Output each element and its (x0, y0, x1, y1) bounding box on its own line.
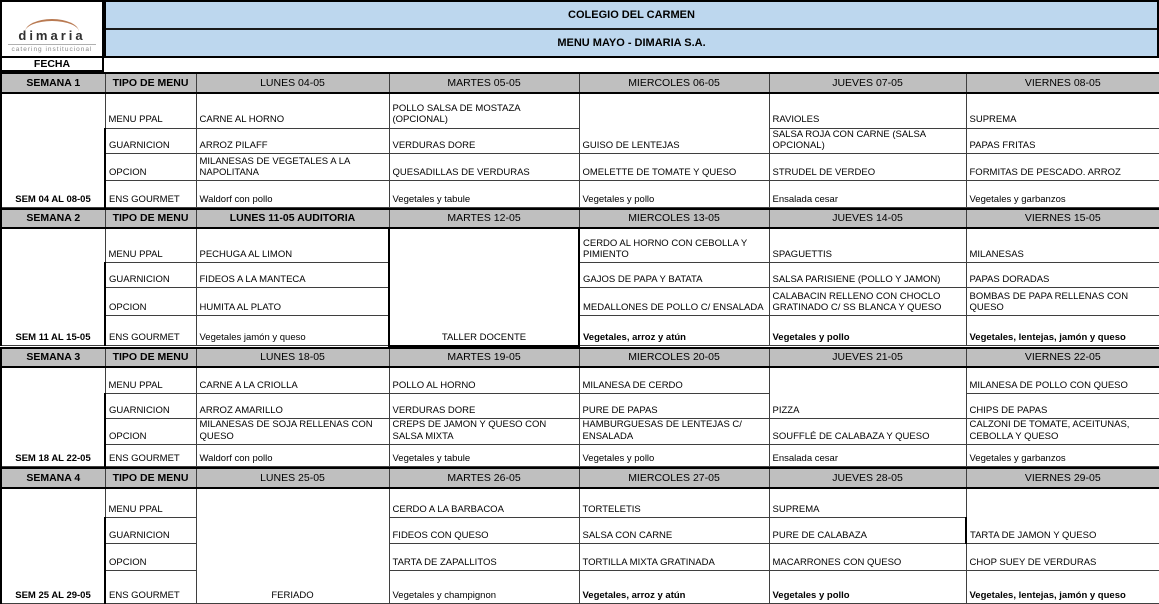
menu-cell: SALSA ROJA CON CARNE (SALSA OPCIONAL) (769, 128, 966, 153)
week-range-label: SEM 25 AL 29-05 (1, 488, 105, 604)
menu-cell: Vegetales y garbanzos (966, 444, 1159, 466)
menu-cell: TALLER DOCENTE (389, 228, 579, 346)
menu-row (1, 544, 1159, 571)
semana-label: SEMANA 3 (1, 348, 105, 367)
menu-cell: Vegetales y pollo (769, 571, 966, 604)
menu-cell: TORTILLA MIXTA GRATINADA (579, 544, 769, 571)
row-label: OPCION (105, 419, 196, 444)
day-header: LUNES 11-05 AUDITORIA (196, 209, 389, 228)
menu-row (1, 180, 1159, 207)
menu-cell: Vegetales jamón y queso (196, 316, 389, 346)
menu-cell: Vegetales y garbanzos (966, 180, 1159, 207)
menu-cell: TARTA DE ZAPALLITOS (389, 544, 579, 571)
day-header: MARTES 12-05 (389, 209, 579, 228)
company-logo (0, 0, 104, 58)
menu-cell: SALSA PARISIENE (POLLO Y JAMON) (769, 263, 966, 288)
menu-cell: CARNE AL HORNO (196, 93, 389, 128)
menu-cell: POLLO SALSA DE MOSTAZA (OPCIONAL) (389, 93, 579, 128)
week-2-table (0, 208, 1159, 347)
logo-tagline: catering institucional (8, 44, 96, 53)
week-4-header-row (1, 468, 1159, 488)
menu-cell: TORTELETIS (579, 488, 769, 518)
menu-cell: PURE DE PAPAS (579, 394, 769, 419)
day-header: JUEVES 07-05 (769, 73, 966, 93)
day-header: MIERCOLES 27-05 (579, 468, 769, 488)
menu-cell: QUESADILLAS DE VERDURAS (389, 153, 579, 180)
menu-cell: CERDO A LA BARBACOA (389, 488, 579, 518)
menu-cell: Vegetales, lentejas, jamón y queso (966, 316, 1159, 346)
menu-cell: FIDEOS CON QUESO (389, 518, 579, 544)
menu-cell: SALSA CON CARNE (579, 518, 769, 544)
row-label: ENS GOURMET (105, 571, 196, 604)
menu-cell: MEDALLONES DE POLLO C/ ENSALADA (579, 288, 769, 316)
row-label: GUARNICION (105, 518, 196, 544)
day-header: VIERNES 15-05 (966, 209, 1159, 228)
day-header: VIERNES 29-05 (966, 468, 1159, 488)
menu-cell: SPAGUETTIS (769, 228, 966, 263)
menu-row (1, 444, 1159, 466)
day-header: LUNES 18-05 (196, 348, 389, 367)
menu-row (1, 288, 1159, 316)
menu-cell: CREPS DE JAMON Y QUESO CON SALSA MIXTA (389, 419, 579, 444)
row-label: MENU PPAL (105, 367, 196, 394)
week-range-label: SEM 04 AL 08-05 (1, 93, 105, 207)
week-3-header-row (1, 348, 1159, 367)
menu-cell: STRUDEL DE VERDEO (769, 153, 966, 180)
menu-cell: CALZONI DE TOMATE, ACEITUNAS, CEBOLLA Y QUESO (966, 419, 1159, 444)
day-header: MIERCOLES 20-05 (579, 348, 769, 367)
menu-cell: Vegetales y tabule (389, 444, 579, 466)
row-label: ENS GOURMET (105, 316, 196, 346)
row-label: OPCION (105, 544, 196, 571)
menu-row (1, 367, 1159, 394)
menu-cell: MILANESA DE POLLO CON QUESO (966, 367, 1159, 394)
menu-cell: HAMBURGUESAS DE LENTEJAS C/ ENSALADA (579, 419, 769, 444)
menu-subtitle: MENU MAYO - DIMARIA S.A. (106, 30, 1157, 56)
menu-cell: ARROZ AMARILLO (196, 394, 389, 419)
menu-cell: Vegetales, lentejas, jamón y queso (966, 571, 1159, 604)
tipo-de-menu-header: TIPO DE MENU (105, 73, 196, 93)
day-header: JUEVES 14-05 (769, 209, 966, 228)
menu-cell: CARNE A LA CRIOLLA (196, 367, 389, 394)
week-range-label: SEM 11 AL 15-05 (1, 228, 105, 346)
menu-cell: PAPAS FRITAS (966, 128, 1159, 153)
menu-cell: FORMITAS DE PESCADO. ARROZ (966, 153, 1159, 180)
school-title: COLEGIO DEL CARMEN (106, 2, 1157, 30)
tipo-de-menu-header: TIPO DE MENU (105, 209, 196, 228)
logo-name: dimaria (18, 28, 86, 43)
menu-cell: MILANESAS DE VEGETALES A LA NAPOLITANA (196, 153, 389, 180)
week-1-table (0, 72, 1159, 208)
menu-cell: GUISO DE LENTEJAS (579, 93, 769, 153)
menu-cell: SOUFFLÉ DE CALABAZA Y QUESO (769, 419, 966, 444)
day-header: MARTES 05-05 (389, 73, 579, 93)
row-label: GUARNICION (105, 394, 196, 419)
menu-cell: MILANESA DE CERDO (579, 367, 769, 394)
tipo-de-menu-header: TIPO DE MENU (105, 468, 196, 488)
menu-row (1, 153, 1159, 180)
menu-cell: MILANESAS DE SOJA RELLENAS CON QUESO (196, 419, 389, 444)
day-header: JUEVES 28-05 (769, 468, 966, 488)
row-label: GUARNICION (105, 263, 196, 288)
row-label: OPCION (105, 288, 196, 316)
menu-cell: HUMITA AL PLATO (196, 288, 389, 316)
menu-cell: FERIADO (196, 488, 389, 604)
day-header: MARTES 19-05 (389, 348, 579, 367)
menu-cell: Vegetales, arroz y atún (579, 316, 769, 346)
day-header: MIERCOLES 06-05 (579, 73, 769, 93)
menu-cell: VERDURAS DORE (389, 394, 579, 419)
semana-label: SEMANA 1 (1, 73, 105, 93)
week-range-label: SEM 18 AL 22-05 (1, 367, 105, 466)
menu-row (1, 394, 1159, 419)
menu-cell: POLLO AL HORNO (389, 367, 579, 394)
day-header: LUNES 04-05 (196, 73, 389, 93)
menu-cell: PECHUGA AL LIMON (196, 228, 389, 263)
menu-cell: Vegetales y pollo (579, 180, 769, 207)
menu-cell: PURE DE CALABAZA (769, 518, 966, 544)
semana-label: SEMANA 2 (1, 209, 105, 228)
menu-row (1, 228, 1159, 263)
menu-cell: Ensalada cesar (769, 444, 966, 466)
menu-cell: MILANESAS (966, 228, 1159, 263)
menu-cell: SUPREMA (966, 93, 1159, 128)
menu-row (1, 263, 1159, 288)
menu-cell: FIDEOS A LA MANTECA (196, 263, 389, 288)
menu-cell: Vegetales y tabule (389, 180, 579, 207)
top-header (0, 0, 1159, 58)
row-label: ENS GOURMET (105, 180, 196, 207)
menu-cell: PAPAS DORADAS (966, 263, 1159, 288)
day-header: MIERCOLES 13-05 (579, 209, 769, 228)
menu-cell: Vegetales y champignon (389, 571, 579, 604)
row-label: MENU PPAL (105, 93, 196, 128)
menu-cell: TARTA DE JAMON Y QUESO (966, 488, 1159, 544)
day-header: LUNES 25-05 (196, 468, 389, 488)
menu-cell: Vegetales y pollo (579, 444, 769, 466)
menu-cell: Vegetales y pollo (769, 316, 966, 346)
menu-cell: RAVIOLES (769, 93, 966, 128)
menu-cell: ARROZ PILAFF (196, 128, 389, 153)
menu-cell: CALABACIN RELLENO CON CHOCLO GRATINADO C/ SS BLANCA Y QUESO (769, 288, 966, 316)
row-label: MENU PPAL (105, 228, 196, 263)
menu-row (1, 488, 1159, 518)
menu-cell: Ensalada cesar (769, 180, 966, 207)
menu-cell: BOMBAS DE PAPA RELLENAS CON QUESO (966, 288, 1159, 316)
menu-cell: CERDO AL HORNO CON CEBOLLA Y PIMIENTO (579, 228, 769, 263)
menu-cell: Vegetales, arroz y atún (579, 571, 769, 604)
menu-cell: Waldorf con pollo (196, 180, 389, 207)
menu-cell: VERDURAS DORE (389, 128, 579, 153)
row-label: OPCION (105, 153, 196, 180)
menu-cell: SUPREMA (769, 488, 966, 518)
row-label: MENU PPAL (105, 488, 196, 518)
semana-label: SEMANA 4 (1, 468, 105, 488)
week-4-table (0, 467, 1159, 604)
row-label: ENS GOURMET (105, 444, 196, 466)
row-label: GUARNICION (105, 128, 196, 153)
menu-row (1, 419, 1159, 444)
fecha-empty (104, 58, 1159, 72)
week-2-header-row (1, 209, 1159, 228)
menu-cell: OMELETTE DE TOMATE Y QUESO (579, 153, 769, 180)
tipo-de-menu-header: TIPO DE MENU (105, 348, 196, 367)
week-3-table (0, 347, 1159, 467)
menu-row (1, 316, 1159, 346)
menu-row (1, 571, 1159, 604)
menu-cell: GAJOS DE PAPA Y BATATA (579, 263, 769, 288)
menu-cell: MACARRONES CON QUESO (769, 544, 966, 571)
menu-cell: Waldorf con pollo (196, 444, 389, 466)
day-header: JUEVES 21-05 (769, 348, 966, 367)
title-block (104, 0, 1159, 58)
fecha-label: FECHA (0, 58, 104, 72)
menu-cell: CHOP SUEY DE VERDURAS (966, 544, 1159, 571)
menu-row (1, 93, 1159, 128)
day-header: MARTES 26-05 (389, 468, 579, 488)
fecha-row (0, 58, 1159, 72)
menu-cell: CHIPS DE PAPAS (966, 394, 1159, 419)
day-header: VIERNES 08-05 (966, 73, 1159, 93)
week-1-header-row (1, 73, 1159, 93)
day-header: VIERNES 22-05 (966, 348, 1159, 367)
menu-cell: PIZZA (769, 367, 966, 419)
